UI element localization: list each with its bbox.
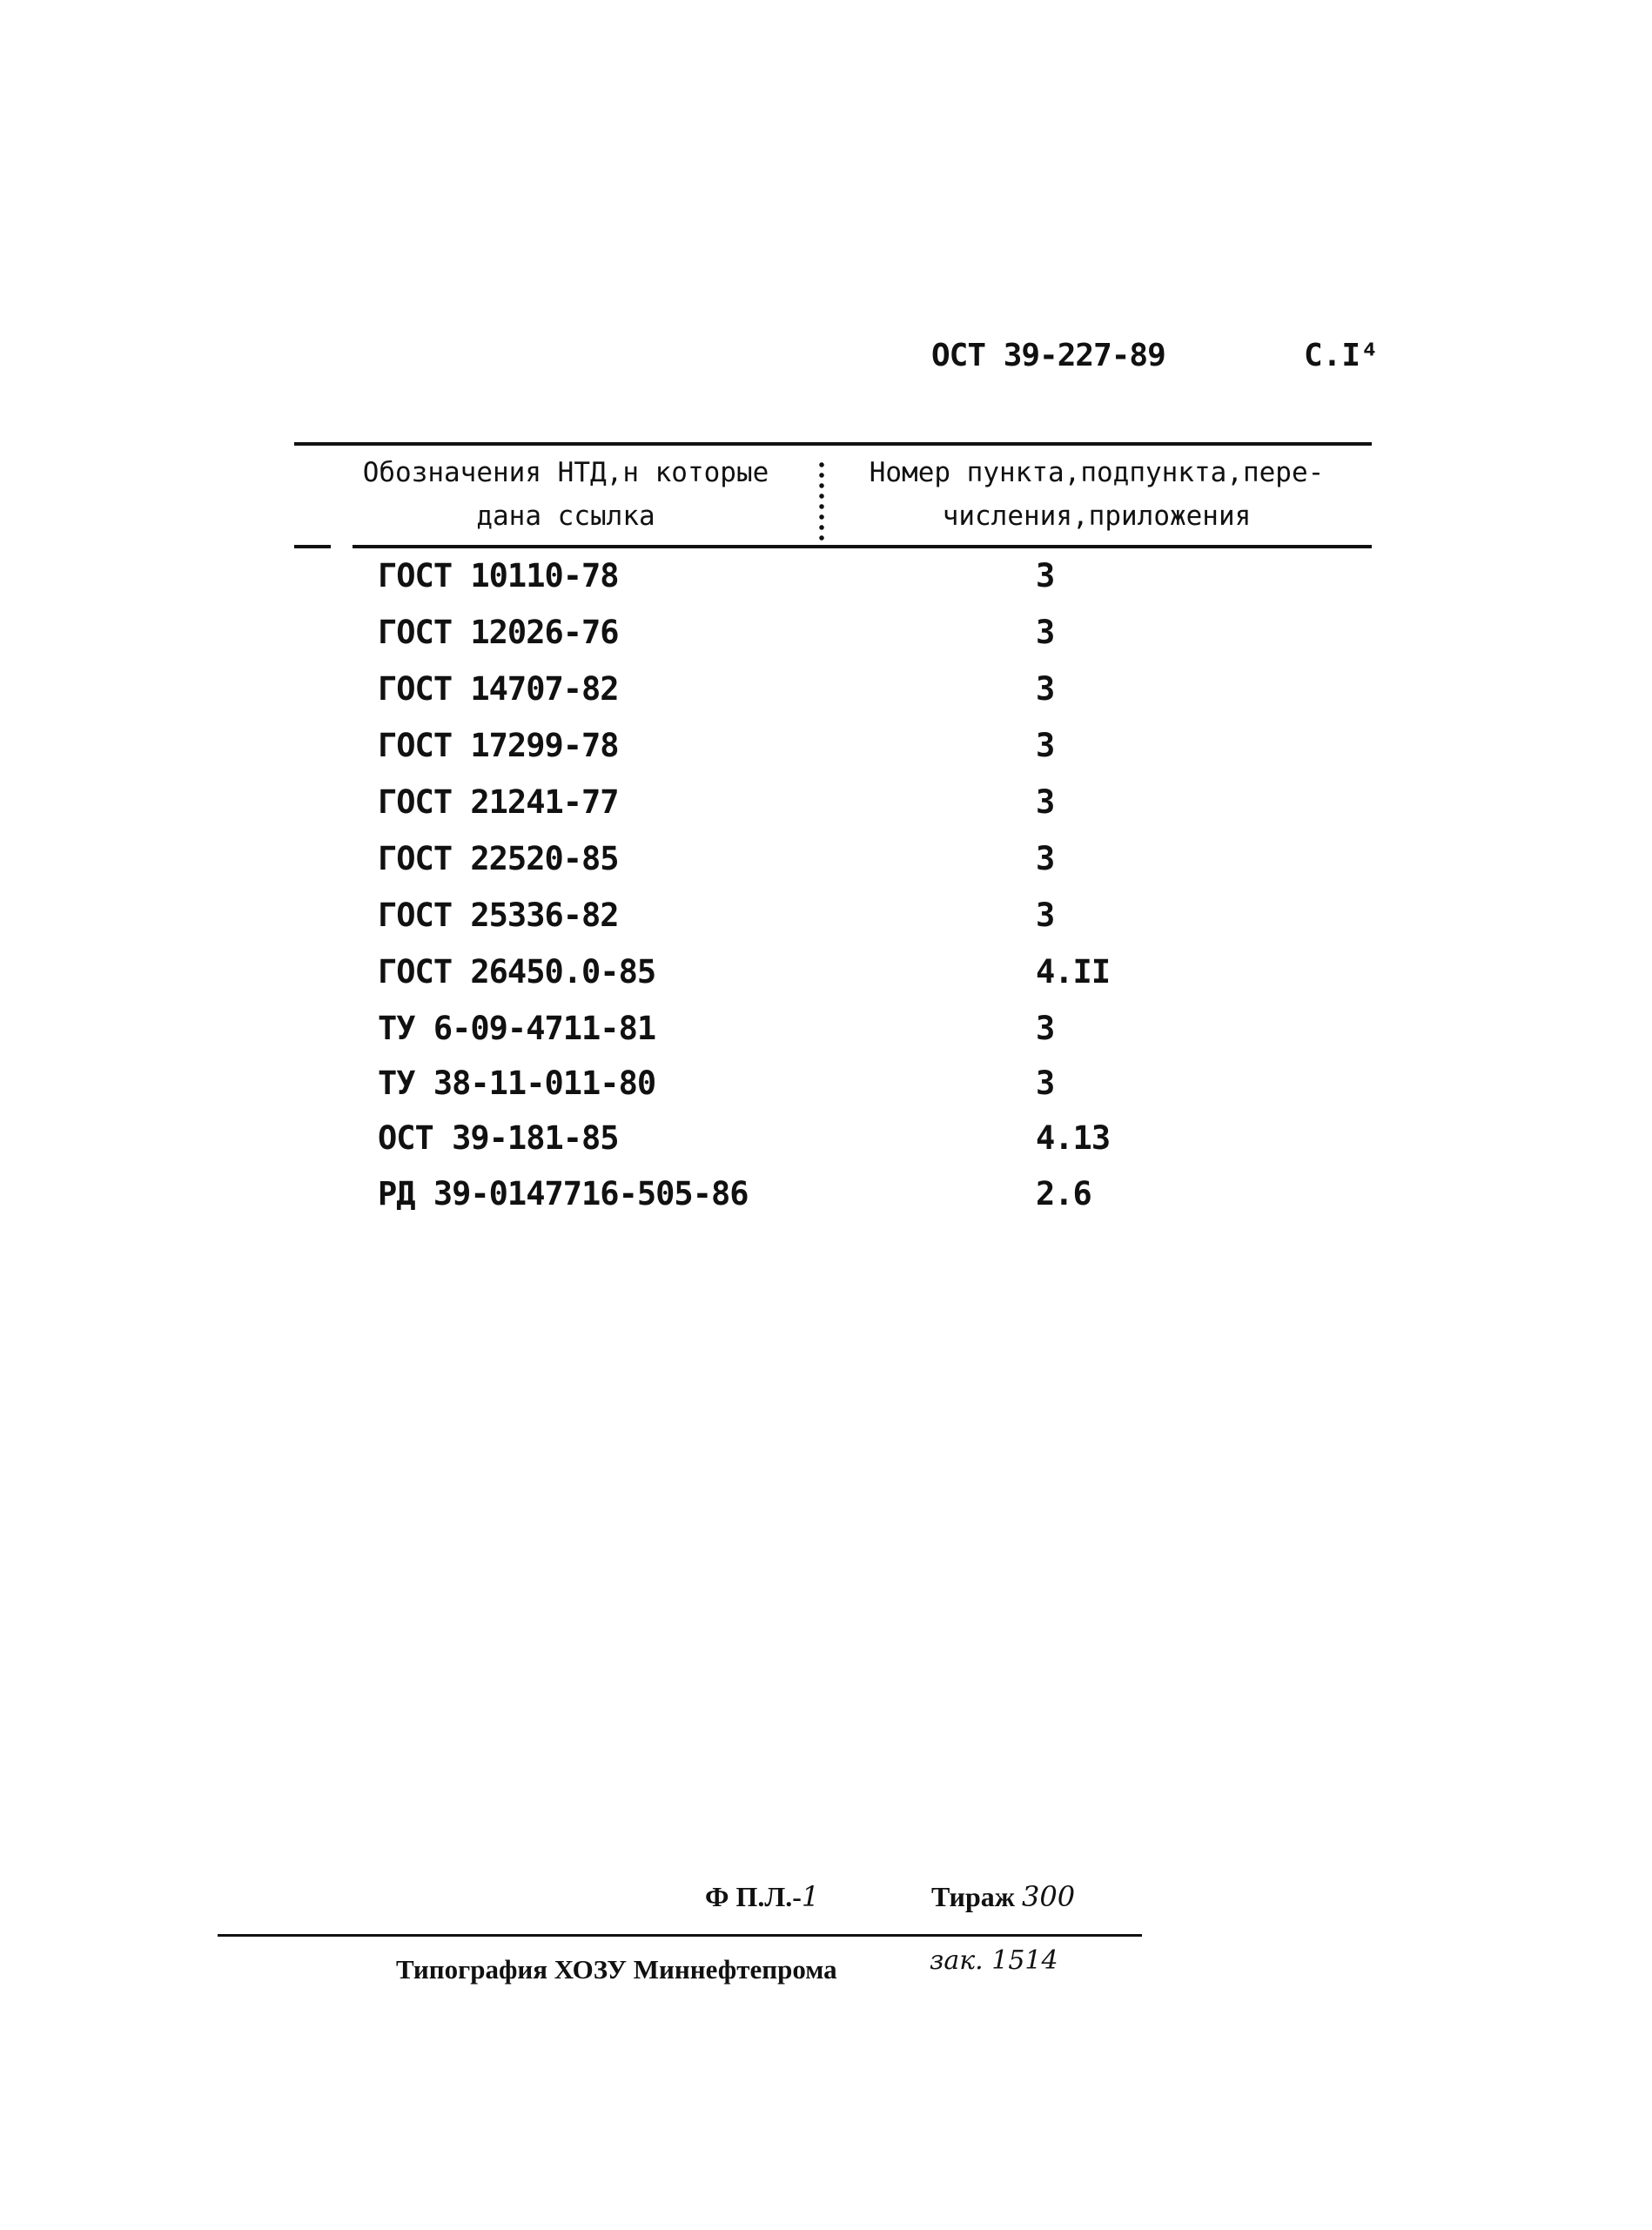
clause-number: 3 <box>1036 840 1055 877</box>
print-run <box>931 1880 1075 1913</box>
reference-designation: ГОСТ 14707-82 <box>378 670 619 708</box>
clause-number: 3 <box>1036 783 1055 821</box>
clause-number: 3 <box>1036 727 1055 764</box>
clause-number: 2.6 <box>1036 1175 1091 1212</box>
clause-number: 4.II <box>1036 953 1111 991</box>
clause-number: 3 <box>1036 897 1055 934</box>
table-row <box>0 670 1652 722</box>
reference-designation: ГОСТ 10110-78 <box>378 557 619 594</box>
reference-designation: ГОСТ 17299-78 <box>378 727 619 764</box>
reference-designation: ГОСТ 21241-77 <box>378 783 619 821</box>
clause-number: 3 <box>1036 1010 1055 1047</box>
column-header-references-line1: Обозначения НТД,н которые <box>362 457 769 488</box>
clause-number: 3 <box>1036 614 1055 651</box>
reference-designation: ГОСТ 12026-76 <box>378 614 619 651</box>
form-code <box>705 1880 819 1913</box>
table-row <box>0 614 1652 666</box>
printer-name: Типография ХОЗУ Миннефтепрома <box>396 1954 837 1985</box>
form-code-number: 1 <box>801 1880 820 1913</box>
reference-designation: ТУ 6-09-4711-81 <box>378 1010 656 1047</box>
document-number: ОСТ 39-227-89 <box>931 338 1165 373</box>
clause-number: 3 <box>1036 557 1055 594</box>
reference-designation: ТУ 38-11-011-80 <box>378 1065 656 1102</box>
table-row <box>0 557 1652 609</box>
column-header-clauses-line2: числения,приложения <box>942 500 1252 532</box>
header-bottom-rule <box>353 545 1372 548</box>
column-header-clauses <box>836 451 1358 538</box>
table-row <box>0 783 1652 836</box>
column-divider <box>818 460 825 543</box>
clause-number: 3 <box>1036 1065 1055 1102</box>
header-bottom-rule-left <box>294 545 331 548</box>
form-code-label: Ф П.Л.- <box>705 1881 802 1912</box>
footer-rule <box>218 1934 1142 1937</box>
table-top-rule <box>294 442 1372 446</box>
reference-designation: ОСТ 39-181-85 <box>378 1119 619 1157</box>
page-number: С.I⁴ <box>1304 338 1380 373</box>
order-number: зак. 1514 <box>930 1945 1058 1976</box>
column-header-references <box>331 451 801 538</box>
print-run-value: 300 <box>1021 1880 1076 1913</box>
table-row <box>0 1065 1652 1117</box>
column-header-references-line2: дана ссылка <box>476 500 655 532</box>
print-run-label: Тираж <box>931 1881 1015 1912</box>
clause-number: 4.13 <box>1036 1119 1111 1157</box>
table-row <box>0 840 1652 892</box>
reference-designation: ГОСТ 22520-85 <box>378 840 619 877</box>
reference-designation: ГОСТ 26450.0-85 <box>378 953 656 991</box>
table-row <box>0 727 1652 779</box>
table-row <box>0 1175 1652 1227</box>
table-row <box>0 953 1652 1005</box>
column-header-clauses-line1: Номер пункта,подпункта,пере- <box>869 457 1325 488</box>
reference-designation: РД 39-0147716-505-86 <box>378 1175 749 1212</box>
table-row <box>0 1010 1652 1062</box>
table-row <box>0 897 1652 949</box>
reference-designation: ГОСТ 25336-82 <box>378 897 619 934</box>
table-row <box>0 1119 1652 1172</box>
clause-number: 3 <box>1036 670 1055 708</box>
